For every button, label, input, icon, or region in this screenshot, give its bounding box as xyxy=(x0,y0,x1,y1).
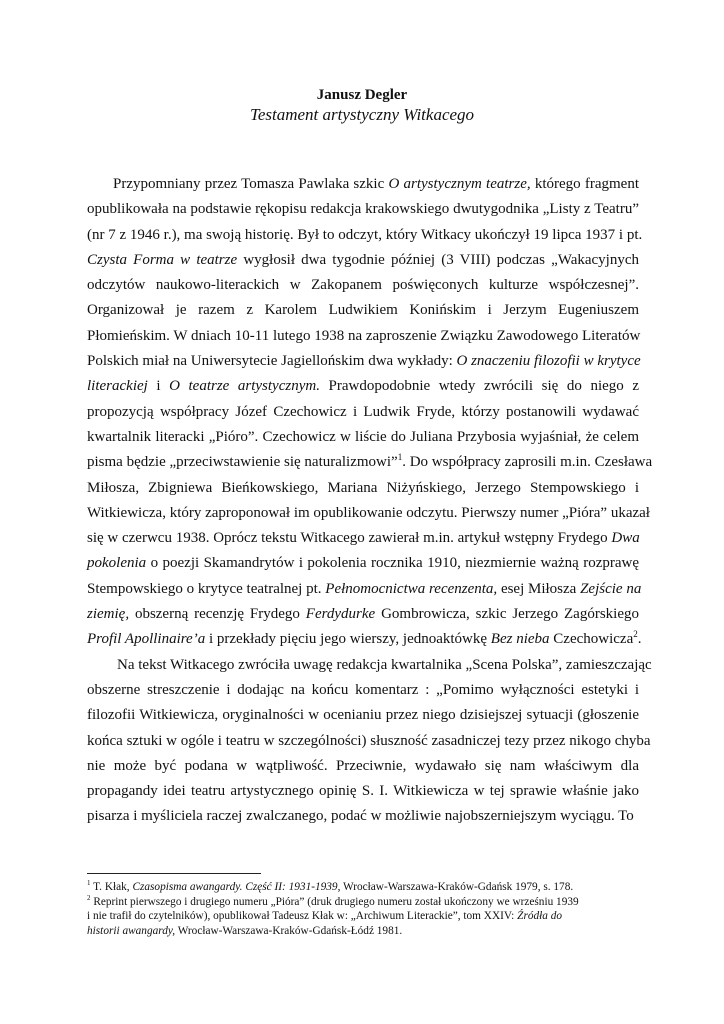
text-run: Prawdopodobnie wtedy zwrócili się do niego z xyxy=(319,378,639,395)
text-run: (nr 7 z 1946 r.), ma swoją historię. Był to odczyt, który Witkacy ukończył 19 lipca 1937 i pt. xyxy=(87,226,643,243)
text-run: się w czerwcu 1938. Oprócz tekstu Witkacego zawierał m.in. artykuł wstępny Frydego xyxy=(87,530,612,547)
italic-text: Profil Apollinaire’a xyxy=(87,631,206,648)
text-run: i xyxy=(147,378,170,395)
author-name: Janusz Degler xyxy=(316,87,408,103)
text-run: propozycją współpracy Józef Czechowicz i Ludwik Fryde, którzy postanowili wydawać xyxy=(87,403,639,420)
text-line xyxy=(87,172,639,197)
text-run: obszerną recenzję Frydego xyxy=(129,606,306,623)
text-line xyxy=(87,501,650,526)
text-line xyxy=(87,779,639,804)
footnote-2 xyxy=(87,895,647,939)
italic-text: Ferdydurke xyxy=(305,606,376,623)
text-run: o poezji Skamandrytów i pokolenia rocznika 1910, niezmiernie ważną rozprawę xyxy=(146,555,639,572)
text-run: końca sztuki w ogóle i teatru w szczególności) słuszność zasadniczej tezy przez nikogo chyba xyxy=(87,732,651,749)
footnote-marker: 1 xyxy=(397,452,403,463)
footnote-line xyxy=(87,909,647,924)
text-run: obszerne streszczenie i dodając na końcu komentarz : „Pomimo wyłączności estetyki i xyxy=(87,681,639,698)
paragraph-1 xyxy=(87,172,653,653)
text-run: Organizował je razem z Karolem Ludwikiem Konińskim i Jerzym Eugeniuszem xyxy=(87,302,639,319)
text-run: Gombrowicza, szkic Jerzego Zagórskiego xyxy=(375,606,639,623)
text-run: Czechowicza xyxy=(549,631,634,648)
text-run: . Do współpracy zaprosili m.in. Czesława xyxy=(402,454,653,471)
text-run: odczytów naukowo-literackich w Zakopanem poświęconych kulturze współczesnej”. xyxy=(87,277,639,294)
italic-text: Dwa xyxy=(611,530,640,547)
text-line xyxy=(87,324,639,349)
text-run: którego fragment xyxy=(530,176,639,192)
text-run: i przekłady pięciu jego wierszy, jednoaktówkę xyxy=(205,631,491,648)
text-line xyxy=(87,223,643,248)
text-run: i nie trafił do czytelników), opublikował Tadeusz Kłak w: „Archiwum Literackie”, tom XXIV: xyxy=(87,910,518,922)
text-run: Wrocław-Warszawa-Kraków-Gdańsk-Łódź 1981. xyxy=(175,924,403,937)
footnote-line xyxy=(87,880,647,895)
text-run: Miłosza, Zbigniewa Bieńkowskiego, Mariana Niżyńskiego, Jerzego Stempowskiego i xyxy=(87,479,639,496)
footnote-1 xyxy=(87,880,647,895)
text-line xyxy=(87,627,642,652)
text-line xyxy=(87,400,639,425)
paragraph-2 xyxy=(87,653,652,830)
italic-text: literackiej xyxy=(87,378,148,395)
text-run: T. Kłak, xyxy=(90,881,133,893)
text-line xyxy=(87,273,639,298)
text-run: , Wrocław-Warszawa-Kraków-Gdańsk 1979, s. 178. xyxy=(337,881,574,893)
italic-text: pokolenia xyxy=(87,555,147,572)
text-line xyxy=(87,526,639,551)
text-run: Na tekst Witkacego zwróciła uwagę redakcja kwartalnika „Scena Polska”, zamieszczając xyxy=(117,656,652,673)
text-line xyxy=(87,754,639,779)
text-line xyxy=(87,729,651,754)
text-run: Stempowskiego o krytyce teatralnej pt. xyxy=(87,580,326,597)
text-run: propagandy idei teatru artystycznego opinię S. I. Witkiewicza w tej sprawie właśnie jako xyxy=(87,783,639,800)
italic-text: Źródła do xyxy=(517,910,563,922)
text-line xyxy=(87,248,639,273)
footnotes xyxy=(87,880,647,938)
text-line xyxy=(87,374,639,399)
text-line xyxy=(87,653,652,678)
italic-text: O artystycznym teatrze, xyxy=(388,176,531,192)
text-run: Witkiewicza, który zaproponował im opublikowanie odczytu. Pierwszy numer „Pióra” ukazał xyxy=(87,504,650,521)
italic-text: Bez nieba xyxy=(490,631,550,648)
text-run: . xyxy=(637,631,642,648)
footnote-line xyxy=(87,895,647,910)
text-line xyxy=(87,450,653,475)
text-run: nie może być podana w wątpliwość. Przeciwnie, wydawało się nam właściwym dla xyxy=(87,757,639,774)
footnote-separator xyxy=(87,873,261,874)
text-run: kwartalnik literacki „Pióro”. Czechowicz w liście do Juliana Przybosia wyjaśniał, że celem xyxy=(87,428,639,445)
footnote-line xyxy=(87,924,647,939)
text-run: filozofii Witkiewicza, oryginalności w ocenianiu przez niego dzisiejszej sytuacji (głoszenie xyxy=(87,707,639,724)
italic-text: Czasopisma awangardy. Część II: 1931-1939 xyxy=(132,881,338,893)
italic-text: Czysta Forma w teatrze xyxy=(87,251,238,268)
text-run: pisarza i myśliciela raczej zwalczanego, podać w możliwie najobszerniejszym wyciągu. To xyxy=(87,808,634,825)
text-line xyxy=(87,349,639,374)
text-run: Polskich miał na Uniwersytecie Jagiellońskim dwa wykłady: xyxy=(87,353,457,370)
footnote-marker: 2 xyxy=(87,893,91,902)
italic-text: O znaczeniu filozofii w krytyce xyxy=(456,353,641,370)
text-line xyxy=(87,476,639,501)
italic-text: ziemię, xyxy=(87,606,130,623)
text-line xyxy=(87,298,639,323)
article-title: Testament artystyczny Witkacego xyxy=(249,105,475,124)
article-body xyxy=(87,172,653,830)
text-line xyxy=(87,804,639,829)
text-line xyxy=(87,197,639,222)
text-run: wygłosił dwa tygodnie później (3 VIII) podczas „Wakacyjnych xyxy=(237,251,639,268)
text-line xyxy=(87,425,639,450)
text-line xyxy=(87,703,639,728)
italic-text: Zejście na xyxy=(580,580,642,597)
text-line xyxy=(87,551,639,576)
text-run: Reprint pierwszego i drugiego numeru „Pióra” (druk drugiego numeru został ukończony we wrześniu 1939 xyxy=(90,895,579,908)
text-run: esej Miłosza xyxy=(497,580,581,597)
text-run: pisma będzie „przeciwstawienie się naturalizmowi” xyxy=(87,454,398,471)
text-line xyxy=(87,602,639,627)
italic-text: historii awangardy, xyxy=(87,924,176,937)
footnote-marker: 2 xyxy=(633,629,638,640)
footnote-marker: 1 xyxy=(87,879,91,888)
text-line xyxy=(87,678,639,703)
text-run: opublikowała na podstawie rękopisu redakcja krakowskiego dwutygodnika „Listy z Teatru” xyxy=(87,201,639,218)
text-run: Płomieńskim. W dniach 10-11 lutego 1938 na zaproszenie Związku Zawodowego Literatów xyxy=(87,327,641,344)
text-run: Przypomniany przez Tomasza Pawlaka szkic xyxy=(113,176,389,192)
italic-text: Pełnomocnictwa recenzenta, xyxy=(325,580,498,597)
italic-text: O teatrze artystycznym. xyxy=(169,378,320,395)
text-line xyxy=(87,577,642,602)
